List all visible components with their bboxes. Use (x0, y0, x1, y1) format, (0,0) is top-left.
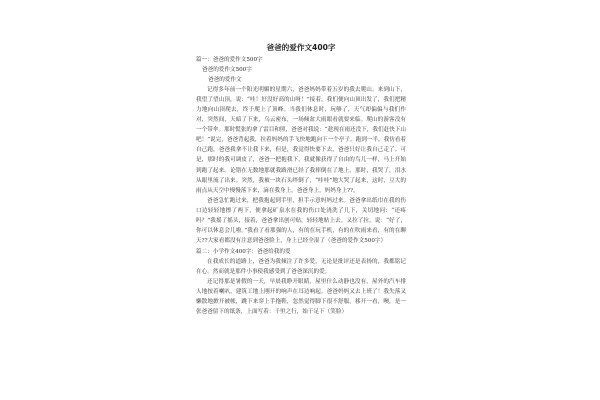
section-heading-2: 篇二：小学作文400字：爸爸给我的爱 (196, 248, 291, 255)
subheading-1: 爸爸的爱作文500字 (202, 67, 252, 74)
paragraph-3: 在我成长的道路上，爸爸为我倾注了许多爱，无论是批评还是表扬的，我都铭记在心。然而就是那件小事使我感受到了爸爸深沉的爱。 (196, 258, 406, 275)
paragraph-2: 爸爸急忙跑过来，把我抱起到手里，担手示意妈妈过来。爸爸拿出纸巾在我的伤口边轻轻地擦了两下，便拿起矿泉水在我的伤口处浇洗了几下，关切地问：“还疼吗？”我摇了摇头，接着，爸爸拿出创可贴，轻轻地贴上去。又拉了拉，说：“好了，你可以休息会儿啦。”我看了看那强的人，有的在玩手机，有的在吹雨来看，有的在聊天??大家看都没有注意到爸爸脸上，身上已经全湿了（爸爸的爱作文500字） (196, 197, 406, 244)
subheading-2: 爸爸的爱作文 (208, 77, 242, 84)
paragraph-4: 还记得那是暑假的一天，早晨我睁开眼睛，屋里什么动静也没有，屋外的汽车排人地按着喇叭，建筑工地上刚开的响声在耳边响起。爸爸妈妈又去上班了！我失落又懒散地掀开被帐，跳下来穿上手拖鞋，忽然觉得脚下很不舒服，移开一看，噢，是一张爸爸留下的纸条，上面写着：千里之行，始于足下（笑脸） (196, 279, 406, 316)
article-title: 爸爸的爱作文400字 (266, 43, 336, 52)
paragraph-1: 记得多年前一个阳光明媚的星期六，爸爸妈妈带着五岁的我去爬山。来到山下，我望了望山顶，说：“哇！好没好高的山呀！”接着，我们便向山顶出发了，我们把精力地向山顶爬去，终于爬上了顶峰。当我们休息时，玩够了，天气却偏偏与我们作对，突然间，天暗了下来，乌云密布，一场倾盆大雨眼看就要来临。爬山的游客没有一个带伞。那时慌张的拿了雷目和照，爸爸对我说：“趁现在雨还没下，我们赶快下山吧！”说完，爸爸背起我，拉着妈妈的手飞快地跑向下一个亭子。跑到一半，我仿看着自己跑，爸爸我拿不让我下来，但是，我觉得快要下去，爸爸只好让我自己走了。可是，那时的我可调皮了，爸爸一把抱我下，我就像获得了自由的鸟儿一样，马上开始到跑了起来。论错在无数地那就我路滑已经了我摔倒在了地上，那时，我哭了，泪水从眼里流了出来。突然，我被一块石头绊倒了，“哇哇”地大哭了起来，这时，豆大的雨点从天空中慢慢落下来，滴在我身上，爸爸身上，妈妈身上??。 (196, 87, 406, 194)
article (196, 42, 406, 317)
section-heading-1: 篇一：爸爸的爱作文500字 (196, 57, 263, 63)
